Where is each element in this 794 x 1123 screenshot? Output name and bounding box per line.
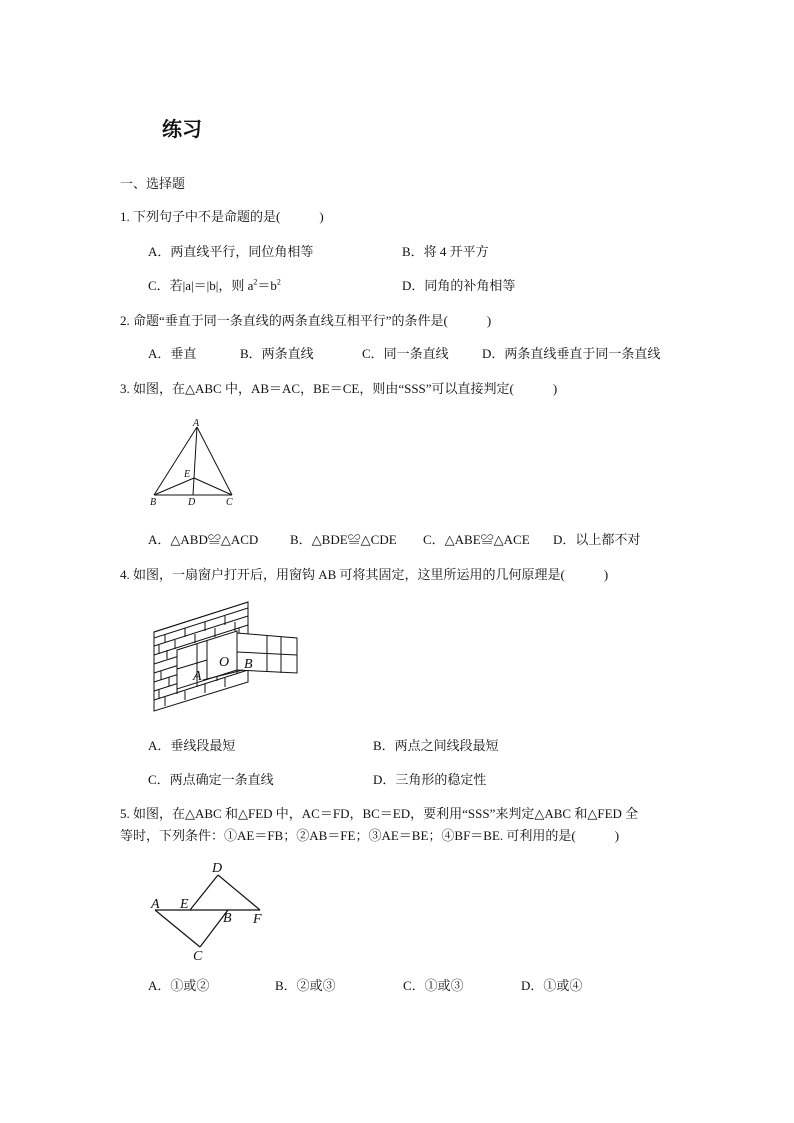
question-4-option-c[interactable]: C．两点确定一条直线 <box>148 772 274 787</box>
question-2-option-c[interactable]: C．同一条直线 <box>362 346 449 361</box>
label-c: C <box>226 497 233 508</box>
question-4-stem: 4. 如图，一扇窗户打开后，用窗钩 AB 可将其固定，这里所运用的几何原理是( ) <box>120 567 609 582</box>
question-1-option-b[interactable]: B．将 4 开平方 <box>402 244 489 259</box>
question-3-option-a[interactable]: A．△ABD≌△ACD <box>148 532 259 547</box>
question-4-option-d[interactable]: D．三角形的稳定性 <box>373 772 487 787</box>
exponent: 2 <box>276 277 281 287</box>
page-title: 练习 <box>162 119 202 141</box>
question-4-option-b[interactable]: B．两点之间线段最短 <box>373 738 499 753</box>
question-1-option-d[interactable]: D．同角的补角相等 <box>402 278 516 293</box>
label-a: A <box>193 418 200 429</box>
label-c: C <box>193 949 203 964</box>
question-1-option-c[interactable] <box>148 278 281 294</box>
question-2-option-b[interactable]: B．两条直线 <box>240 346 314 361</box>
label-d: D <box>212 861 223 876</box>
label-e: E <box>180 897 189 912</box>
question-2-option-a[interactable]: A．垂直 <box>148 346 197 361</box>
question-5-stem-line1: 5. 如图，在△ABC 和△FED 中，AC＝FD，BC＝ED，要利用“SSS”来判定△ABC 和△FED 全 <box>120 806 639 821</box>
question-2-stem: 2. 命题“垂直于同一条直线的两条直线互相平行”的条件是( ) <box>120 313 492 328</box>
question-5-option-d[interactable]: D．①或④ <box>521 978 583 993</box>
question-4-option-a[interactable]: A．垂线段最短 <box>148 738 236 753</box>
label-b: B <box>150 497 157 508</box>
label-a: A <box>151 897 160 912</box>
question-1-stem: 1. 下列句子中不是命题的是( ) <box>120 209 324 224</box>
label-d: D <box>188 497 196 508</box>
question-5-option-b[interactable]: B．②或③ <box>275 978 336 993</box>
option-c-text: ＝b <box>257 278 277 293</box>
section-heading: 一、选择题 <box>120 176 186 191</box>
two-triangles-figure <box>140 855 280 965</box>
label-e: E <box>184 469 191 480</box>
option-c-text: C．若|a|＝|b|，则 a <box>148 278 254 293</box>
label-f: F <box>253 912 262 927</box>
question-2-option-d[interactable]: D．两条直线垂直于同一条直线 <box>482 346 661 361</box>
window-figure <box>145 598 305 714</box>
label-b: B <box>244 657 253 672</box>
question-3-option-b[interactable]: B．△BDE≌△CDE <box>290 532 397 547</box>
question-1-option-a[interactable]: A．两直线平行，同位角相等 <box>148 244 314 259</box>
label-b: B <box>223 911 232 926</box>
question-3-option-c[interactable]: C．△ABE≌△ACE <box>423 532 530 547</box>
exponent: 2 <box>253 277 258 287</box>
label-o: O <box>219 655 230 670</box>
question-5-option-a[interactable]: A．①或② <box>148 978 210 993</box>
label-a: A <box>193 669 202 684</box>
question-3-stem: 3. 如图，在△ABC 中，AB＝AC，BE＝CE，则由“SSS”可以直接判定( ) <box>120 381 558 396</box>
question-3-option-d[interactable]: D．以上都不对 <box>553 532 641 547</box>
triangle-figure <box>140 415 250 515</box>
question-5-stem-line2: 等时，下列条件：①AE＝FB；②AB＝FE；③AE＝BE；④BF＝BE. 可利用的是( ) <box>120 828 620 843</box>
question-5-option-c[interactable]: C．①或③ <box>403 978 464 993</box>
